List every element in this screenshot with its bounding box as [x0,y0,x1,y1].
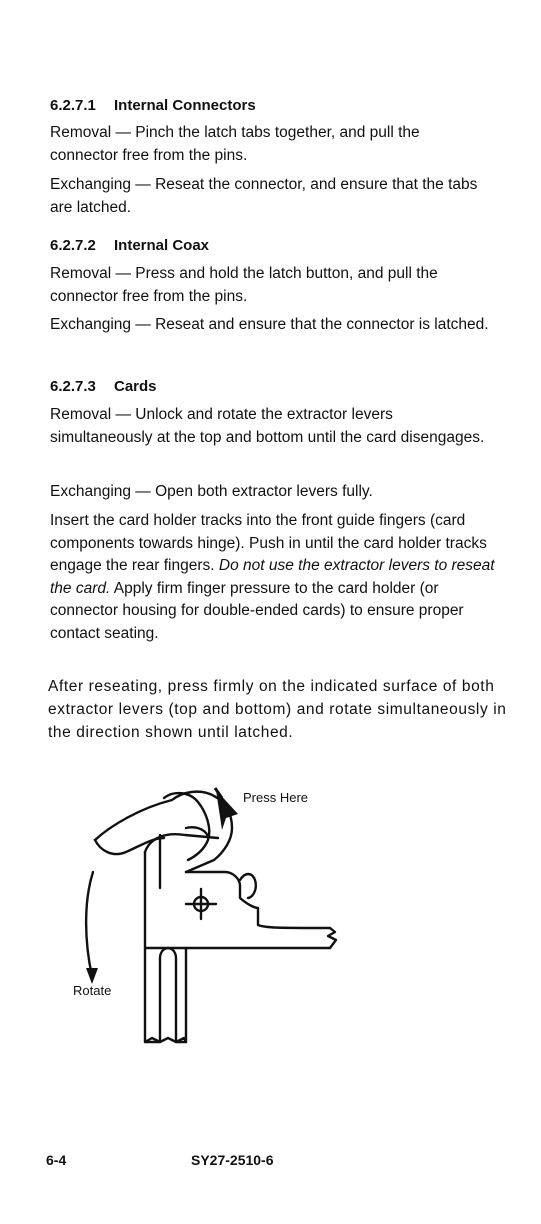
section-title: Internal Coax [114,237,210,254]
cards-apply-text: Apply firm finger pressure to the card holder (or connector housing for double-ended cards) to ensure proper contact seating. [50,579,464,642]
cards-exchanging-text: Exchanging — Open both extractor levers fully. [50,483,373,500]
section-heading-internal-coax [50,236,209,256]
card-break-symbol [328,928,336,948]
rotate-arrow-curve [86,872,93,976]
cards-removal-text: Removal — Unlock and rotate the extractor levers simultaneously at the top and bottom until the card disengages. [50,406,485,446]
press-here-label: Press Here [243,790,309,805]
section-number: 6.2.7.1 [50,97,96,114]
card-slot-legs [145,948,186,1042]
pivot-crosshair [186,889,216,919]
extractor-lever-inner-edge [164,793,209,860]
cards-insert-text: Insert the card holder tracks into the front guide fingers (card components towards hinge). Push in until the card holder tracks engage the rear fingers. [50,512,487,574]
section-number: 6.2.7.3 [50,378,96,395]
section-title: Cards [114,378,157,395]
document-number: SY27-2510-6 [191,1152,274,1168]
section-heading-cards [50,377,157,397]
section-number: 6.2.7.2 [50,237,96,254]
card-holder-outline [145,852,330,948]
section-heading-internal-connectors [50,96,256,116]
cards-after-reseating-text: After reseating, press firmly on the indicated surface of both extractor levers (top and bottom) and rotate simultaneously in the direction shown until latched. [48,678,507,741]
cards-insert-block [50,510,495,645]
coax-exchanging-text: Exchanging — Reseat and ensure that the connector is latched. [50,316,489,333]
rotate-label: Rotate [73,983,112,998]
extractor-lever-outline [95,792,232,872]
latch-tab [240,874,256,898]
cards-warning-text: Do not use the extractor levers to reseat the card. [50,557,495,597]
coax-removal-text: Removal — Press and hold the latch button, and pull the connector free from the pins. [50,265,438,305]
section-title: Internal Connectors [114,97,256,114]
rotate-arrowhead [86,968,98,984]
connectors-exchanging-text: Exchanging — Reseat the connector, and ensure that the tabs are latched. [50,176,478,216]
connectors-removal-text: Removal — Pinch the latch tabs together, and pull the connector free from the pins. [50,124,420,164]
extractor-lever-lower-edge [95,838,164,854]
extractor-lever-figure [0,780,541,1060]
page-number: 6-4 [46,1152,67,1168]
